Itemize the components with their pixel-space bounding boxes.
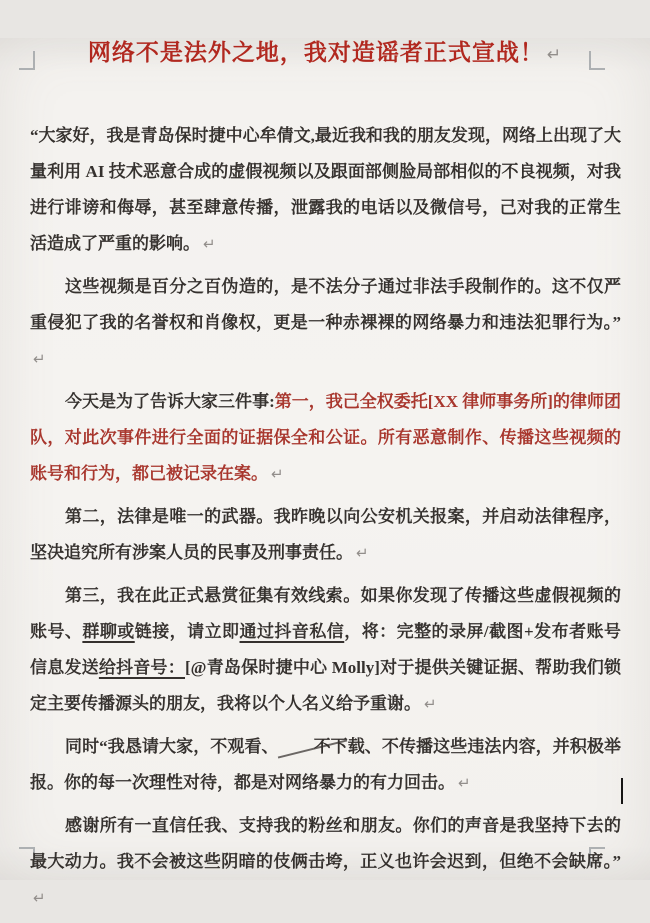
underlined-text-group-chat: 群聊或 [82, 622, 135, 641]
margin-mark-top-right [589, 51, 605, 70]
paragraph-mark: ↵ [458, 774, 471, 792]
paragraph-text: 感谢所有一直信任我、支持我的粉丝和朋友。你们的声音是我坚持下去的最大动力。我不会被这些阴暗的伎俩击垮，正义也许会迟到，但绝不会缺席。” [30, 816, 621, 871]
paragraph-text: 这些视频是百分之百伪造的，是不法分子通过非法手段制作的。这不仅严重侵犯了我的名誉权和肖像权，更是一种赤裸裸的网络暴力和违法犯罪行为。” [30, 277, 621, 332]
paragraph-appeal[interactable] [30, 729, 621, 801]
paragraph-text-red: 对于提供关键证据、帮助我们锁定主要传播源头的朋友，我将以个人名义给予重谢。 [30, 658, 622, 713]
paragraph-intro[interactable] [30, 118, 621, 262]
underlined-text-douyin-dm: 通过抖音私信 [239, 622, 345, 641]
paragraph-mark: ↵ [424, 695, 437, 713]
paragraph-point-two[interactable] [30, 499, 621, 571]
paragraph-fake-videos[interactable] [30, 269, 621, 377]
paragraph-text: “大家好，我是青岛保时捷中心牟倩文,最近我和我的朋友发现，网络上出现了大量利用 AI 技术恶意合成的虚假视频以及跟面部侧脸局部相似的不良视频，对我进行诽谤和侮辱，甚至肆意传播，泄露我的电话以及微信号，己对我的正常生活造成了严重的影响。 [30, 126, 621, 253]
document-body[interactable] [30, 118, 621, 923]
paragraph-mark: ↵ [33, 889, 46, 907]
paragraph-point-three[interactable] [30, 578, 621, 722]
paragraph-text: 载、不传播这些违法内容，并积极举报。你的每一次理性对待，都是对网络暴力的有力回击。 [30, 737, 622, 792]
paragraph-mark: ↵ [203, 235, 216, 253]
paragraph-mark: ↵ [546, 45, 563, 65]
margin-mark-top-left [19, 51, 35, 70]
account-handle-text: [@青岛保时捷中心 Molly] [185, 658, 380, 677]
paragraph-mark: ↵ [33, 350, 46, 368]
paragraph-text: 今天是为了告诉大家三件事: [65, 392, 275, 411]
underlined-text-douyin-account: 给抖音号： [98, 658, 186, 677]
text-cursor [621, 778, 623, 804]
page-title [20, 38, 630, 70]
paragraph-text: 同时“我恳请大家，不观看、 [65, 737, 279, 756]
paragraph-text-red: 第三，我在此正式悬赏征集有效线索。如果你发现了传播这些虚假视频的账号、 [30, 586, 621, 641]
strike-artifact-text: 不下 [279, 729, 348, 765]
paragraph-text-red: 链接，请立即 [134, 622, 240, 641]
page-title-text: 网络不是法外之地，我对造谣者正式宣战！ [87, 40, 544, 65]
paragraph-text-red: ，将：完整的录屏/截图+发布者账号信息发送 [30, 622, 621, 677]
paragraph-mark: ↵ [271, 465, 284, 483]
paragraph-text-red: 第一，我己全权委托[XX 律师事务所]的律师团队，对此次事件进行全面的证据保全和公证。所有恶意制作、传播这些视频的账号和行为，都己被记录在案。 [30, 392, 621, 483]
paragraph-text-red: 第二，法律是唯一的武器。我昨晚以向公安机关报案，并启动法律程序，坚决追究所有涉案人员的民事及刑事责任。 [30, 507, 621, 562]
paragraph-mark: ↵ [356, 544, 369, 562]
document-page [0, 38, 650, 907]
paragraph-thanks[interactable] [30, 808, 621, 916]
paragraph-point-one[interactable] [30, 384, 621, 492]
